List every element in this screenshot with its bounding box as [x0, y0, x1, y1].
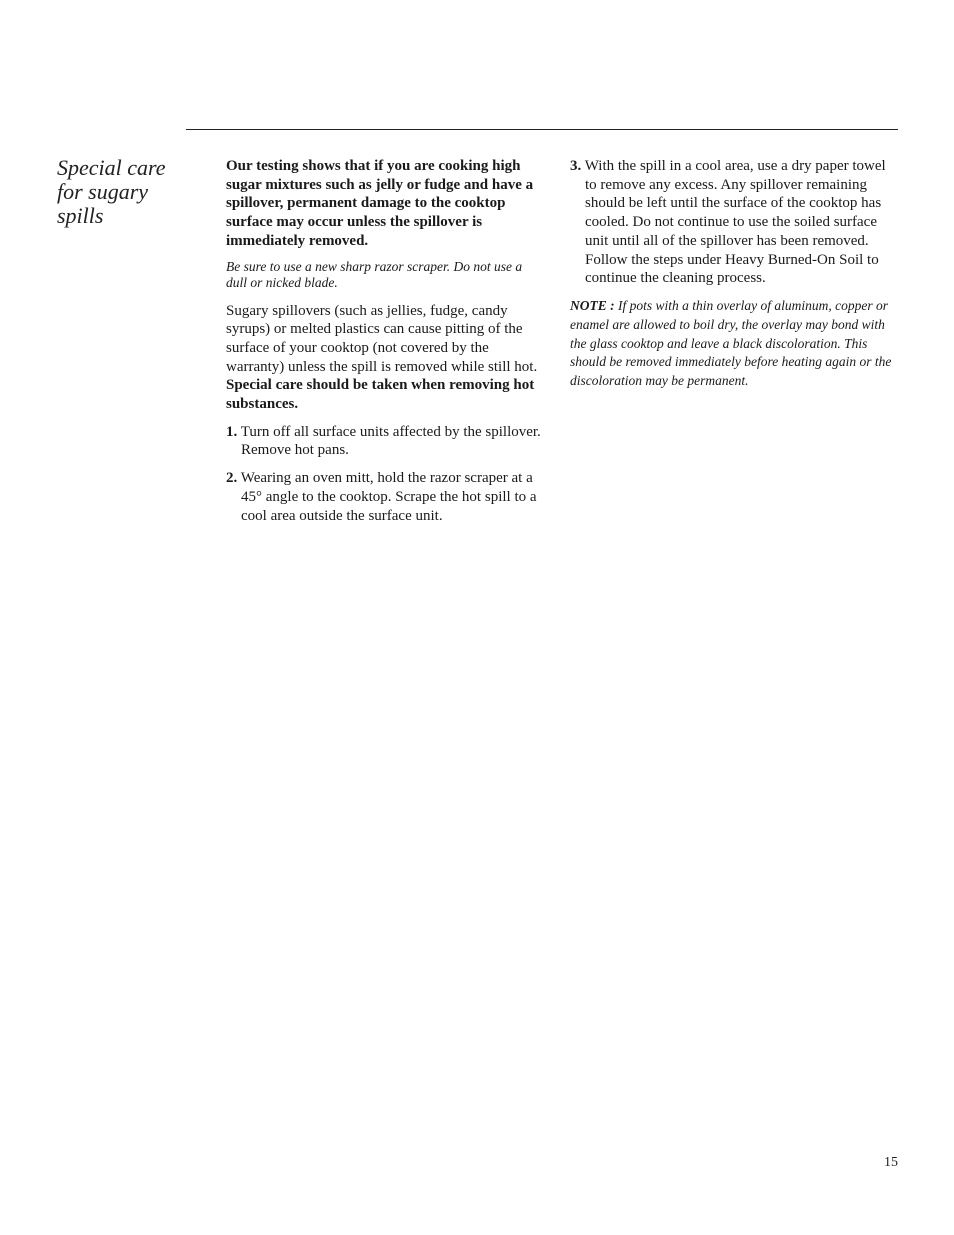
note-text: If pots with a thin overlay of aluminum, copper or enamel are allowed to boil dry, the overlay may bond with the glass cooktop and leave a black discoloration. This should be removed immediately before heating again or the discoloration may be permanent. — [570, 297, 892, 389]
note — [570, 297, 896, 391]
body-paragraph — [226, 302, 546, 414]
step-3 — [570, 157, 896, 288]
section-title: Special care for sugary spills — [57, 155, 166, 228]
right-column — [570, 157, 896, 391]
step-2 — [226, 469, 546, 525]
intro-warning: Our testing shows that if you are cooking high sugar mixtures such as jelly or fudge and have a spillover, permanent damage to the cooktop surface may occur unless the spillover is immediately removed. — [226, 158, 534, 249]
step-1 — [226, 423, 546, 460]
note-label: NOTE : — [570, 297, 615, 313]
step-3-number: 3. — [570, 158, 582, 174]
step-2-number: 2. — [226, 470, 238, 487]
caution-note: Be sure to use a new sharp razor scraper. Do not use a dull or nicked blade. — [226, 258, 523, 291]
top-rule — [186, 129, 898, 130]
step-3-text: With the spill in a cool area, use a dry paper towel to remove any excess. Any spillover remaining should be left until the surface of the cooktop has cooled. Do not continue to use the soiled surface unit until all of the spillover has been removed. Follow the steps under Heavy Burned-On Soil to continue the cleaning process. — [584, 158, 886, 287]
page-number: 15 — [884, 1155, 898, 1170]
body-text: Sugary spillovers (such as jellies, fudge, candy syrups) or melted plastics can cause pitting of the surface of your cooktop (not covered by the warranty) unless the spill is removed while still hot. — [226, 302, 538, 375]
left-column — [226, 157, 546, 534]
body-bold-text: Special care should be taken when removing hot substances. — [226, 377, 535, 413]
step-1-number: 1. — [226, 423, 238, 440]
step-2-text: Wearing an oven mitt, hold the razor scraper at a 45° angle to the cooktop. Scrape the hot spill to a cool area outside the surface unit. — [240, 470, 537, 524]
step-1-text: Turn off all surface units affected by the spillover. Remove hot pans. — [240, 423, 541, 459]
